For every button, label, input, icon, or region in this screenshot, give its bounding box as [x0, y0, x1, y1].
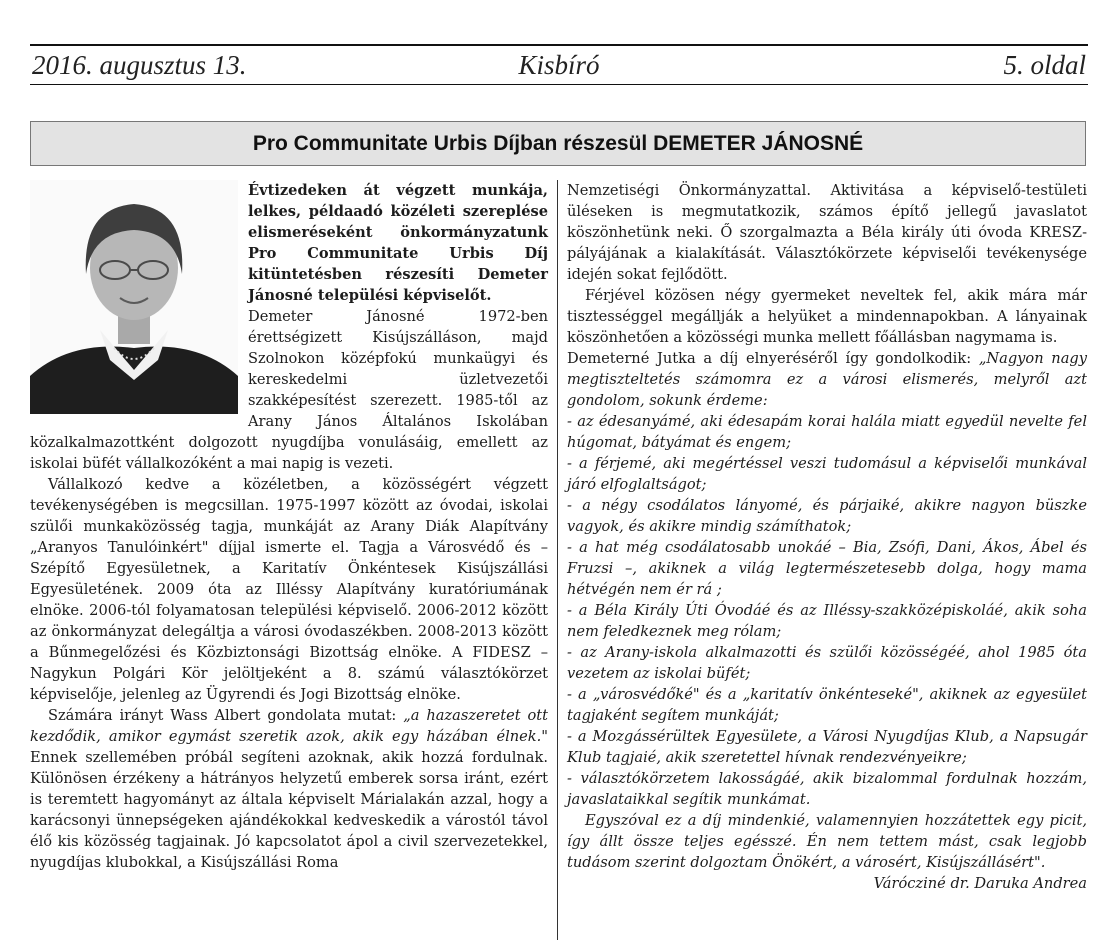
- quote-item: - a Béla Király Úti Óvodáé és az Illéssy-szakközépiskoláé, akik soha nem feledkeznek meg rólam;: [567, 602, 1087, 640]
- quote-item: - a négy csodálatos lányomé, és párjaiké, akikre nagyon büszke vagyok, és akikre mindig számíthatok;: [567, 497, 1087, 535]
- body-paragraph: Férjével közösen négy gyermeket neveltek fel, akik mára már tisztességgel megállják a helyüket a mindennapokban. A lányainak köszönhetően a közösségi munka mellett főállásban nagymama is.: [567, 287, 1087, 346]
- wass-albert-quote: „a hazaszeretet ott kezdődik, amikor egymást szeretik azok, akik egy házában élnek.": [30, 707, 548, 745]
- column-divider: [557, 180, 558, 940]
- body-paragraph: Nemzetiségi Önkormányzattal. Aktivitása a képviselő-testületi üléseken is megmutatkozik, számos építő jellegű javaslatot köszönhetünk neki. Ő szorgalmazta a Béla király úti óvoda KRESZ-pályájának a kialakítását. Választókörzete képviselői tevékenysége idején sokat fejlődött.: [567, 182, 1087, 283]
- quote-item: - az édesanyámé, aki édesapám korai halála miatt egyedül nevelte fel húgomat, bátyámat és engem;: [567, 413, 1087, 451]
- article-column-right: [567, 180, 1087, 894]
- publication-name: Kisbíró: [518, 50, 600, 80]
- closing-paragraph: Egyszóval ez a díj mindenkié, valamennyien hozzátettek egy picit, így állt össze teljes egésszé. Én nem tettem mást, csak legjobb tudásom szerint dolgoztam Önökért, a városért, Kisújszállásért".: [567, 812, 1087, 871]
- lead-paragraph: Évtizedeken át végzett munkája, lelkes, példaadó közéleti szereplése elismeréseként önkormányzatunk Pro Communitate Urbis Díj kitüntetésben részesíti Demeter Jánosné települési képviselőt.: [248, 182, 548, 304]
- body-paragraph: [30, 705, 548, 873]
- quote-item: - a Mozgássérültek Egyesülete, a Városi Nyugdíjas Klub, a Napsugár Klub tagjaié, akik szeretettel hívnak rendezvényeikre;: [567, 728, 1087, 766]
- body-paragraph: Demeter Jánosné 1972-ben érettségizett Kisújszálláson, majd Szolnokon középfokú munkaügyi és kereskedelmi üzletvezetői szakképesítést szerezett. 1985-től az Arany János Általános Iskolában közalkalmazottként dolgozott nyugdíjba vonulásáig, emellett az iskolai büfét vállalkozóként a mai napig is vezeti.: [30, 308, 548, 472]
- article-title: Pro Communitate Urbis Díjban részesül DEMETER JÁNOSNÉ: [30, 121, 1086, 166]
- text-span: Ennek szellemében próbál segíteni azoknak, akik hozzá fordulnak. Különösen érzékeny a hátrányos helyzetű emberek sorsa iránt, ezért is teremtett hagyományt az általa képviselt Márialakán azzal, hogy a karácsonyi ünnepségeken ajándékokkal kedveskedik a várostól távol élő kis közösség tagjainak. Jó kapcsolatot ápol a civil szervezetekkel, nyugdíjas klubokkal, a Kisújszállási Roma: [30, 749, 548, 871]
- text-span: Demeterné Jutka a díj elnyeréséről így gondolkodik:: [567, 350, 979, 367]
- author-signature: Várócziné dr. Daruka Andrea: [873, 875, 1087, 892]
- page-header: [32, 46, 1086, 84]
- text-span: Számára irányt Wass Albert gondolata mutat:: [48, 707, 404, 724]
- portrait-photo: [30, 180, 238, 414]
- issue-date: 2016. augusztus 13.: [32, 50, 247, 80]
- quote-item: - az Arany-iskola alkalmazotti és szülői közösségéé, ahol 1985 óta vezetem az iskolai büfét;: [567, 644, 1087, 682]
- quote-item: - választókörzetem lakosságáé, akik bizalommal fordulnak hozzám, javaslataikkal segítik munkámat.: [567, 770, 1087, 808]
- quote-item: - a férjemé, aki megértéssel veszi tudomásul a képviselői munkával járó elfoglaltságot;: [567, 455, 1087, 493]
- article-column-left: [30, 180, 548, 873]
- quote-item: - a hat még csodálatosabb unokáé – Bia, Zsófi, Dani, Ákos, Ábel és Fruzsi –, akiknek a világ legtermészetesebb dolga, hogy mama hétvégén nem ér rá ;: [567, 539, 1087, 598]
- body-paragraph: Vállalkozó kedve a közéletben, a közösségért végzett tevékenységében is megcsillan. 1975-1997 között az óvodai, iskolai szülői munkaközösség tagja, munkáját az Arany Diák Alapítvány „Aranyos Tanulóinkért" díjjal ismerte el. Tagja a Városvédő és –Szépítő Egyesületnek, a Karitatív Önkéntesek Kisújszállási Egyesületének. 2009 óta az Illéssy Alapítvány kuratóriumának elnöke. 2006-tól folyamatosan települési képviselő. 2006-2012 között az önkormányzat delegáltja a városi óvodaszékben. 2008-2013 között a Bűnmegelőzési és Közbiztonsági Bizottság elnöke. A FIDESZ – Nagykun Polgári Kör jelöltjeként a 8. számú választókörzet képviselője, jelenleg az Ügyrendi és Jogi Bizottság elnöke.: [30, 476, 548, 703]
- header-bottom-rule: [30, 84, 1088, 85]
- body-paragraph: [567, 348, 1087, 411]
- quote-item: - a „városvédőké" és a „karitatív önkénteseké", akiknek az egyesület tagjaként segítem munkáját;: [567, 686, 1087, 724]
- quote-intro: „Nagyon nagy megtiszteltetés számomra ez a városi elismerés, melyről azt gondolom, sokunk érdeme:: [567, 350, 1087, 409]
- page-number: 5. oldal: [1003, 50, 1086, 80]
